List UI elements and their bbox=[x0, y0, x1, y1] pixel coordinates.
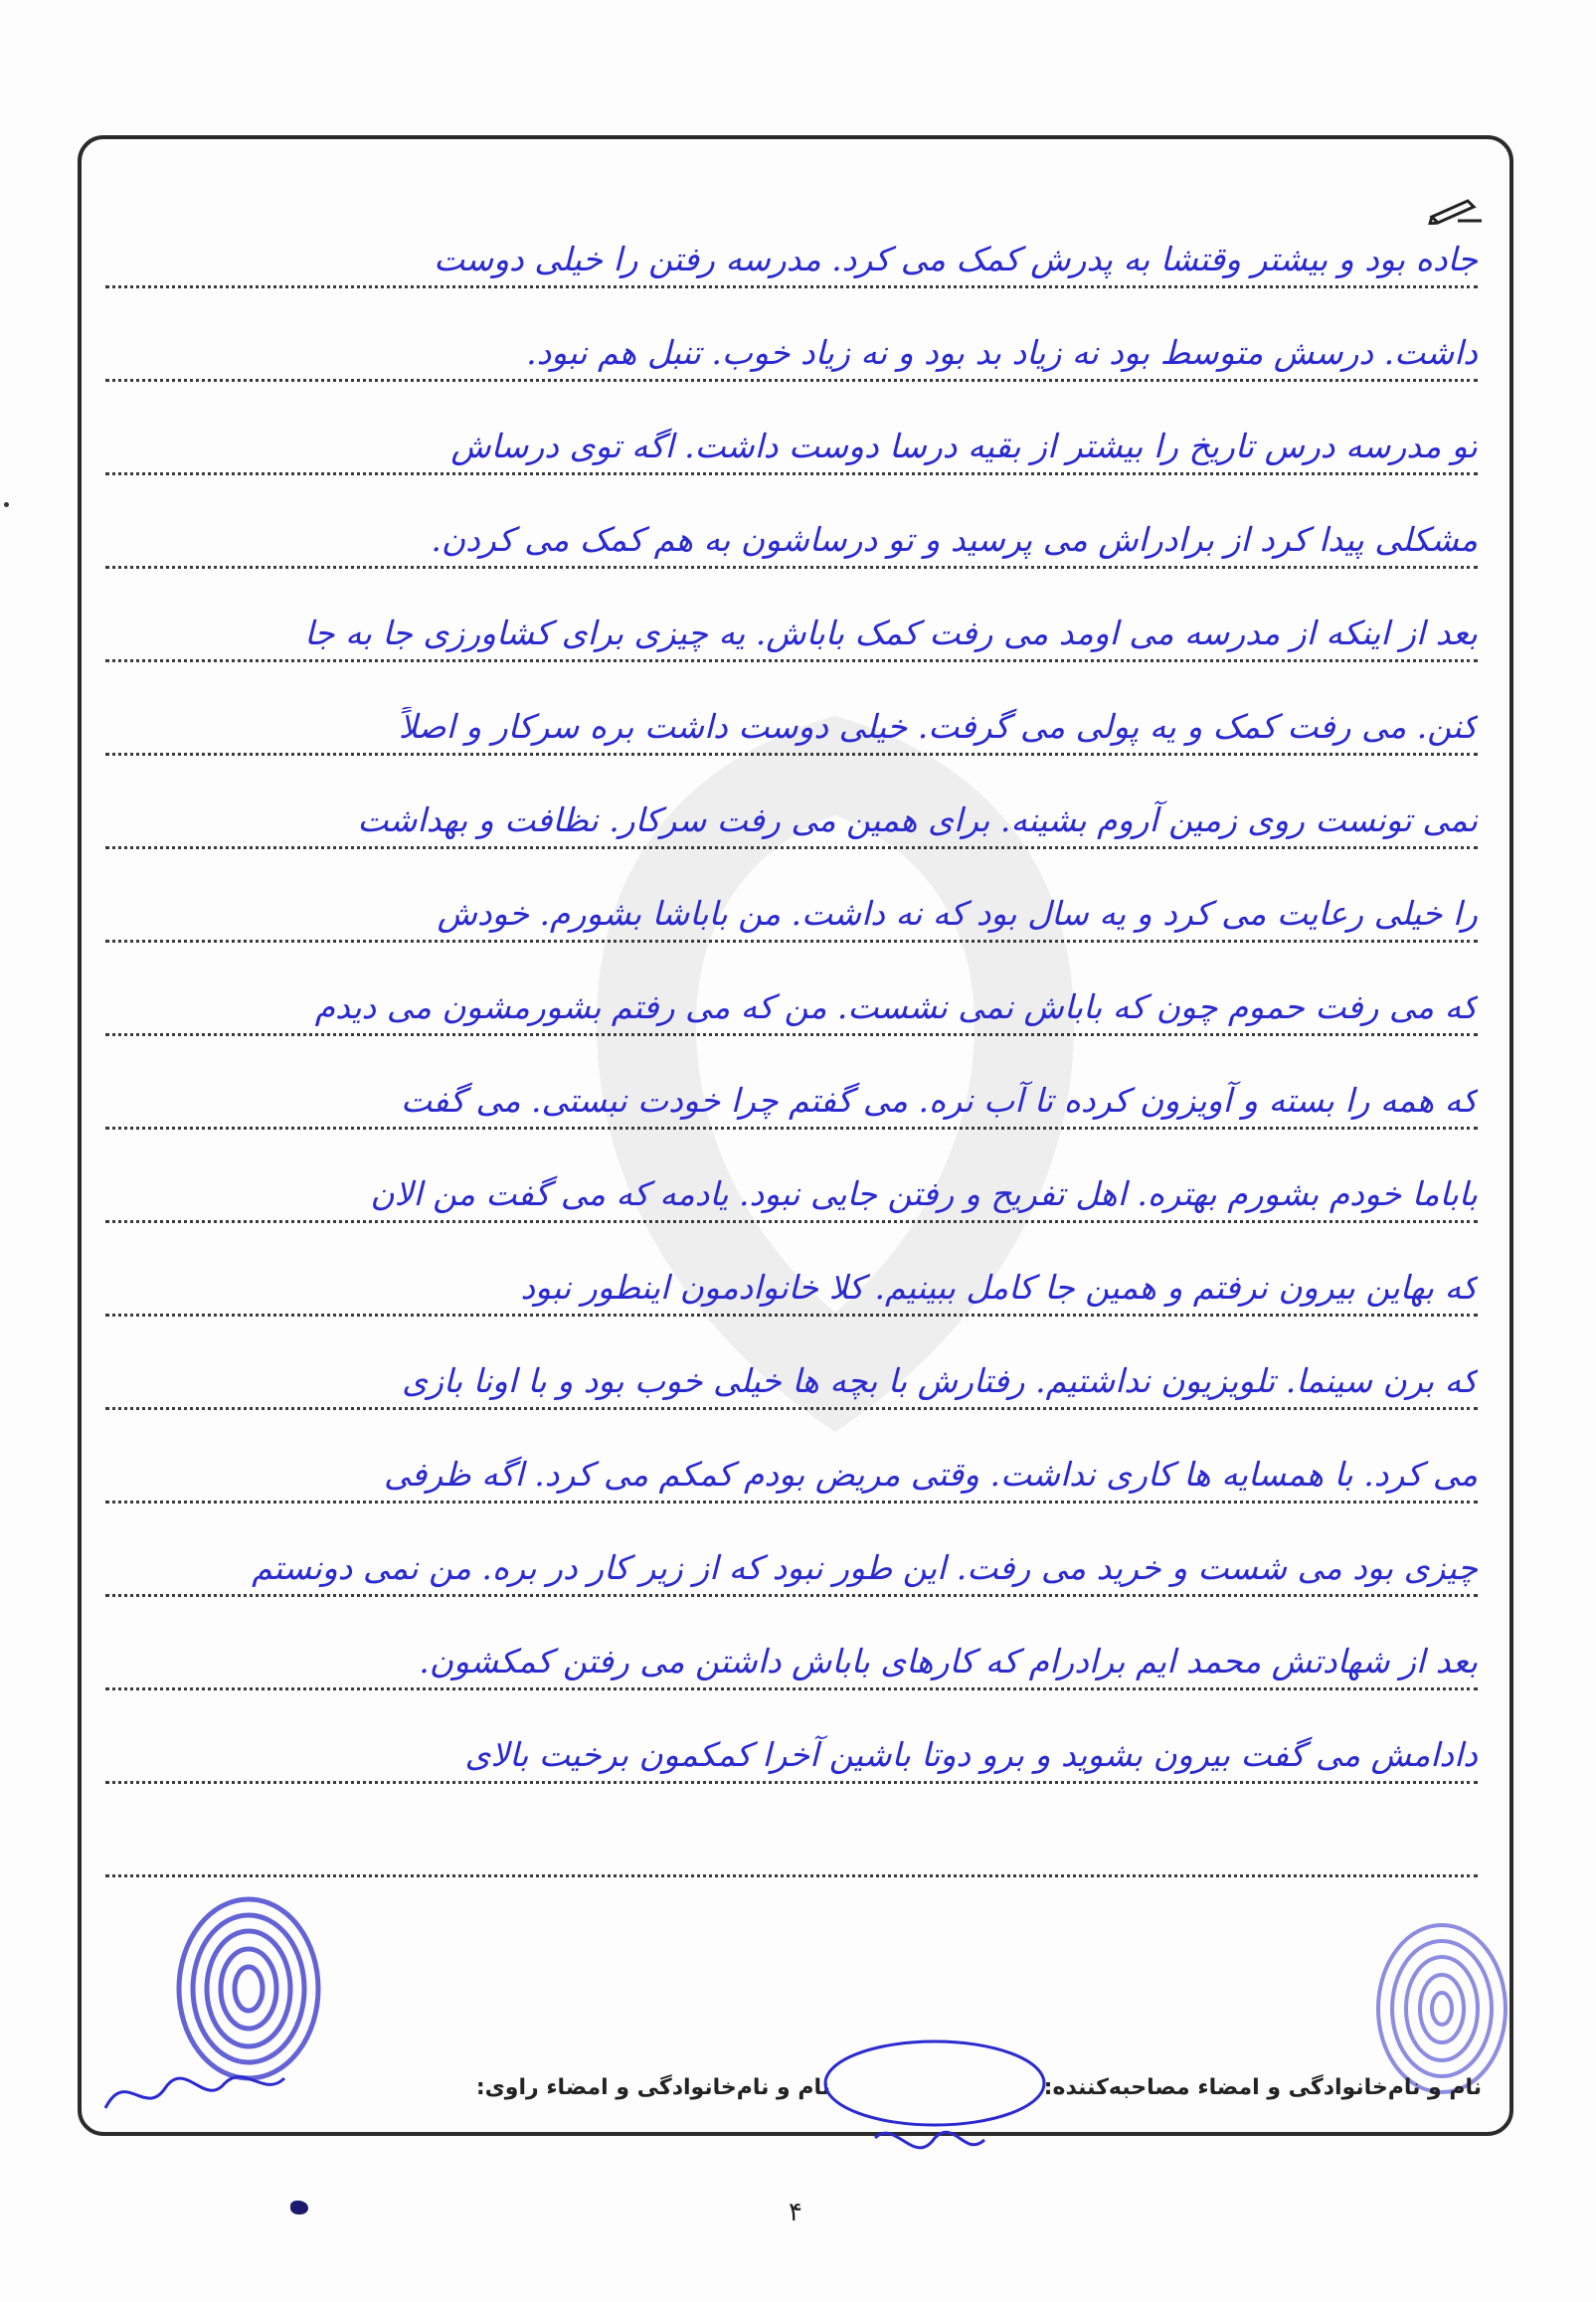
handwritten-line bbox=[105, 1040, 1478, 1134]
handwritten-line bbox=[105, 479, 1478, 573]
narrator-signature-label: نام و نام‌خانوادگی و امضاء راوی: bbox=[475, 2075, 830, 2100]
handwritten-line bbox=[105, 760, 1478, 853]
interviewer-signature-label: نام و نام‌خانوادگی و امضاء مصاحبه‌کننده: bbox=[1043, 2075, 1482, 2100]
signature-footer bbox=[109, 2063, 1482, 2123]
handwritten-line-text: که برن سینما. تلویزیون نداشتیم. رفتارش با بچه ها خیلی خوب بود و با اونا بازی bbox=[402, 1361, 1478, 1400]
dotted-rule bbox=[105, 1594, 1478, 1597]
handwritten-line bbox=[105, 1227, 1478, 1321]
handwritten-line bbox=[105, 1507, 1478, 1601]
narrator-signature-icon bbox=[95, 2048, 294, 2128]
handwritten-line-text: تو مدرسه درس تاریخ را بیشتر از بقیه درسا دوست داشت. اگه توی درساش bbox=[450, 427, 1478, 465]
handwritten-line-text: که همه را بسته و آویزون کرده تا آب نره. می گفتم چرا خودت نبستی. می گفت bbox=[401, 1081, 1478, 1120]
dotted-rule bbox=[105, 1781, 1478, 1784]
handwritten-line-text: که می رفت حموم چون که باباش نمی نشست. من که می رفتم بشورمشون می دیدم bbox=[314, 987, 1478, 1026]
dotted-rule bbox=[105, 566, 1478, 569]
edge-mark bbox=[4, 502, 9, 507]
dotted-rule bbox=[105, 659, 1478, 662]
handwritten-line-text: جاده بود و بیشتر وقتشا به پدرش کمک می کرد. مدرسه رفتن را خیلی دوست bbox=[434, 240, 1478, 278]
dotted-rule bbox=[105, 1033, 1478, 1036]
handwritten-line bbox=[105, 199, 1478, 292]
handwritten-line bbox=[105, 1321, 1478, 1414]
dotted-rule bbox=[105, 285, 1478, 288]
dotted-rule bbox=[105, 1501, 1478, 1504]
handwritten-line-text: را خیلی رعایت می کرد و یه سال بود که نه داشت. من باباشا بشورم. خودش bbox=[437, 894, 1478, 933]
dotted-rule bbox=[105, 1314, 1478, 1317]
ink-blot bbox=[290, 2201, 308, 2214]
handwritten-line-text: چیزی بود می شست و خرید می رفت. این طور نبود که از زیر کار در بره. من نمی دونستم bbox=[252, 1548, 1478, 1587]
handwritten-line bbox=[105, 1414, 1478, 1507]
dotted-rule bbox=[105, 1687, 1478, 1690]
dotted-rule bbox=[105, 940, 1478, 943]
handwritten-line bbox=[105, 947, 1478, 1040]
handwritten-line bbox=[105, 666, 1478, 760]
handwritten-line-text: که بهاین بیرون نرفتم و همین جا کامل ببینیم. کلا خانوادمون اینطور نبود bbox=[520, 1268, 1478, 1307]
interviewer-signature-icon bbox=[815, 2029, 1054, 2178]
handwritten-line bbox=[105, 1694, 1478, 1788]
empty-dotted-line bbox=[105, 1788, 1478, 1881]
dotted-rule bbox=[105, 1220, 1478, 1223]
handwritten-line-text: مشکلی پیدا کرد از برادراش می پرسید و تو درساشون به هم کمک می کردن. bbox=[431, 520, 1478, 559]
handwritten-line-text: کنن. می رفت کمک و یه پولی می گرفت. خیلی دوست داشت بره سرکار و اصلاً bbox=[398, 707, 1478, 746]
dotted-rule bbox=[105, 1407, 1478, 1410]
handwritten-line bbox=[105, 853, 1478, 947]
handwritten-line bbox=[105, 292, 1478, 386]
handwritten-line-text: نمی تونست روی زمین آروم بشینه. برای همین می رفت سرکار. نظافت و بهداشت bbox=[357, 800, 1478, 839]
handwritten-line-text: دادامش می گفت بیرون بشوید و برو دوتا باشین آخرا کمکمون برخیت بالای bbox=[464, 1735, 1478, 1774]
handwritten-line-text: داشت. درسش متوسط بود نه زیاد بد بود و نه زیاد خوب. تنبل هم نبود. bbox=[526, 333, 1478, 372]
dotted-rule bbox=[105, 1127, 1478, 1130]
dotted-rule bbox=[105, 753, 1478, 756]
handwritten-line bbox=[105, 386, 1478, 479]
handwritten-line-text: باباما خودم بشورم بهتره. اهل تفریح و رفتن جایی نبود. یادمه که می گفت من الان bbox=[370, 1174, 1478, 1213]
handwritten-line-text: بعد از شهادتش محمد ایم برادرام که کارهای باباش داشتن می رفتن کمکشون. bbox=[419, 1642, 1478, 1681]
handwritten-line bbox=[105, 1134, 1478, 1227]
handwritten-line bbox=[105, 573, 1478, 666]
handwritten-line-text: بعد از اینکه از مدرسه می اومد می رفت کمک باباش. یه چیزی برای کشاورزی جا به جا bbox=[304, 614, 1478, 652]
dotted-rule bbox=[105, 379, 1478, 382]
handwritten-line-text: می کرد. با همسایه ها کاری نداشت. وقتی مریض بودم کمکم می کرد. اگه ظرفی bbox=[383, 1455, 1478, 1494]
dotted-rule bbox=[105, 472, 1478, 475]
page-number: ۴ bbox=[789, 2198, 802, 2227]
dotted-rule bbox=[105, 1874, 1478, 1877]
handwritten-line bbox=[105, 1601, 1478, 1694]
dotted-rule bbox=[105, 846, 1478, 849]
